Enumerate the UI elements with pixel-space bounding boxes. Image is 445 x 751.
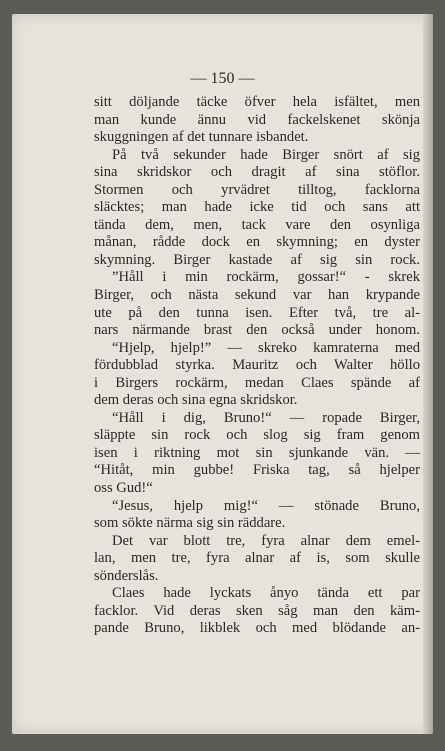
text-line: släcktes; man hade icke tid och sans att [94, 199, 420, 216]
body-text [94, 94, 420, 638]
text-line: sitt döljande täcke öfver hela isfältet, men [94, 94, 420, 110]
text-line: Det var blott tre, fyra alnar dem emel- [112, 532, 420, 549]
text-line: skuggningen af det tunnare isbandet. [94, 129, 309, 146]
text-line: “Jesus, hjelp mig!“ — stönade Bruno, [112, 497, 420, 514]
page-spine-shadow [423, 14, 433, 734]
text-line: oss Gud!“ [94, 480, 153, 497]
text-line: man kunde ännu vid fackelskenet skönja [94, 111, 420, 128]
text-line: “Håll i dig, Bruno!“ — ropade Birger, [112, 409, 420, 426]
text-line: facklor. Vid deras sken såg man den käm- [94, 602, 420, 619]
text-line: tända dem, men, tack vare den osynliga [94, 216, 420, 233]
text-line: nars närmande brast den också under honom. [94, 322, 420, 339]
text-line: månan, rådde dock en skymning; en dyster [94, 234, 420, 251]
book-page [12, 14, 433, 734]
text-line: “Hitåt, min gubbe! Friska tag, så hjelper [94, 462, 420, 479]
text-line: ”Håll i min rockärm, gossar!“ - skrek [112, 269, 420, 286]
text-line: dem deras och sina egna skridskor. [94, 392, 298, 409]
page-number: — 150 — [190, 70, 255, 87]
text-line: pande Bruno, likblek och med blödande an- [94, 620, 420, 637]
text-line: ute på den tunna isen. Efter två, tre al- [94, 304, 420, 321]
text-line: som sökte närma sig sin räddare. [94, 515, 286, 532]
text-line: Birger, och nästa sekund var han krypande [94, 287, 420, 304]
text-line: “Hjelp, hjelp!” — skreko kamraterna med [112, 339, 420, 356]
text-line: fördubblad styrka. Mauritz och Walter höllo [94, 357, 420, 374]
text-line: i Birgers rockärm, medan Claes spände af [94, 374, 420, 391]
text-line: sina skridskor och dragit af sina stöflor. [94, 164, 420, 181]
text-line: lan, men tre, fyra alnar af is, som skulle [94, 550, 420, 567]
text-line: Claes hade lyckats ånyo tända ett par [112, 585, 420, 602]
text-line: isen i riktning mot sin sjunkande vän. — [94, 444, 420, 461]
text-line: På två sekunder hade Birger snört af sig [112, 146, 420, 163]
text-line: sönderslås. [94, 567, 159, 584]
text-line: släppte sin rock och slog sig fram genom [94, 427, 420, 444]
text-line: Stormen och yrvädret tilltog, facklorna [94, 181, 420, 198]
text-line: skymning. Birger kastade af sig sin rock. [94, 251, 420, 268]
